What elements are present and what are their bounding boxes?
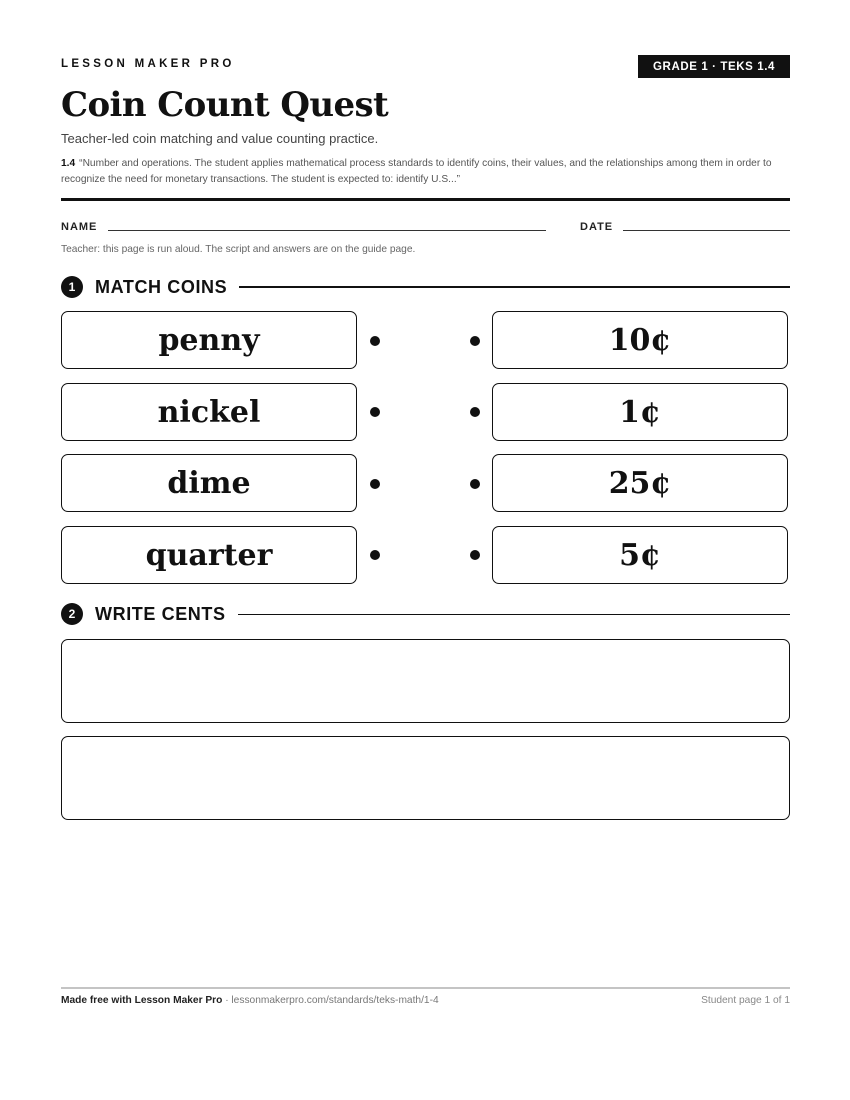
coin-name-box[interactable]: nickel	[61, 383, 357, 441]
section-title: MATCH COINS	[95, 276, 228, 297]
coin-value-box[interactable]: 10¢	[492, 311, 788, 369]
footer-divider	[61, 987, 790, 989]
coin-value-box[interactable]: 1¢	[492, 383, 788, 441]
coin-name-box[interactable]: dime	[61, 454, 357, 512]
coin-value-box[interactable]: 25¢	[492, 454, 788, 512]
header-divider	[61, 198, 790, 201]
coin-name-box[interactable]: quarter	[61, 526, 357, 584]
left-match-dot[interactable]	[370, 407, 380, 417]
answer-box[interactable]	[61, 736, 790, 820]
right-match-dot[interactable]	[470, 479, 480, 489]
left-match-dot[interactable]	[370, 479, 380, 489]
footer-separator: ·	[222, 995, 232, 1006]
section-match-coins	[61, 275, 790, 299]
teacher-note: Teacher: this page is run aloud. The script and answers are on the guide page.	[61, 244, 416, 255]
section-number: 1	[61, 276, 83, 298]
section-write-cents	[61, 602, 790, 626]
section-divider	[239, 286, 790, 288]
answer-box[interactable]	[61, 639, 790, 723]
right-match-dot[interactable]	[470, 407, 480, 417]
date-label: DATE	[580, 221, 614, 233]
footer-made-with: Made free with Lesson Maker Pro	[61, 995, 223, 1006]
footer-page-number: Student page 1 of 1	[701, 995, 790, 1006]
section-number: 2	[61, 603, 83, 625]
worksheet-page	[61, 0, 790, 1100]
coin-value-box[interactable]: 5¢	[492, 526, 788, 584]
name-field[interactable]	[108, 230, 546, 231]
right-match-dot[interactable]	[470, 336, 480, 346]
section-title: WRITE CENTS	[95, 603, 226, 624]
section-divider	[238, 614, 790, 615]
left-match-dot[interactable]	[370, 336, 380, 346]
brand-name: LESSON MAKER PRO	[61, 58, 235, 70]
coin-name-box[interactable]: penny	[61, 311, 357, 369]
grade-badge: GRADE 1 · TEKS 1.4	[638, 55, 790, 78]
left-match-dot[interactable]	[370, 550, 380, 560]
date-field[interactable]	[623, 230, 790, 231]
page-subtitle: Teacher-led coin matching and value counting practice.	[61, 131, 379, 146]
page-title: Coin Count Quest	[61, 85, 389, 125]
right-match-dot[interactable]	[470, 550, 480, 560]
standard-description	[61, 156, 790, 188]
footer-credit	[61, 995, 439, 1006]
footer-url[interactable]: lessonmakerpro.com/standards/teks-math/1-4	[231, 995, 439, 1006]
standard-code: 1.4	[61, 158, 76, 169]
name-label: NAME	[61, 221, 98, 233]
standard-text: “Number and operations. The student applies mathematical process standards to identify coins, their values, and the relationships among them in order to recognize the need for monetary transactions. The student is expected to: identify U.S...”	[61, 158, 772, 185]
